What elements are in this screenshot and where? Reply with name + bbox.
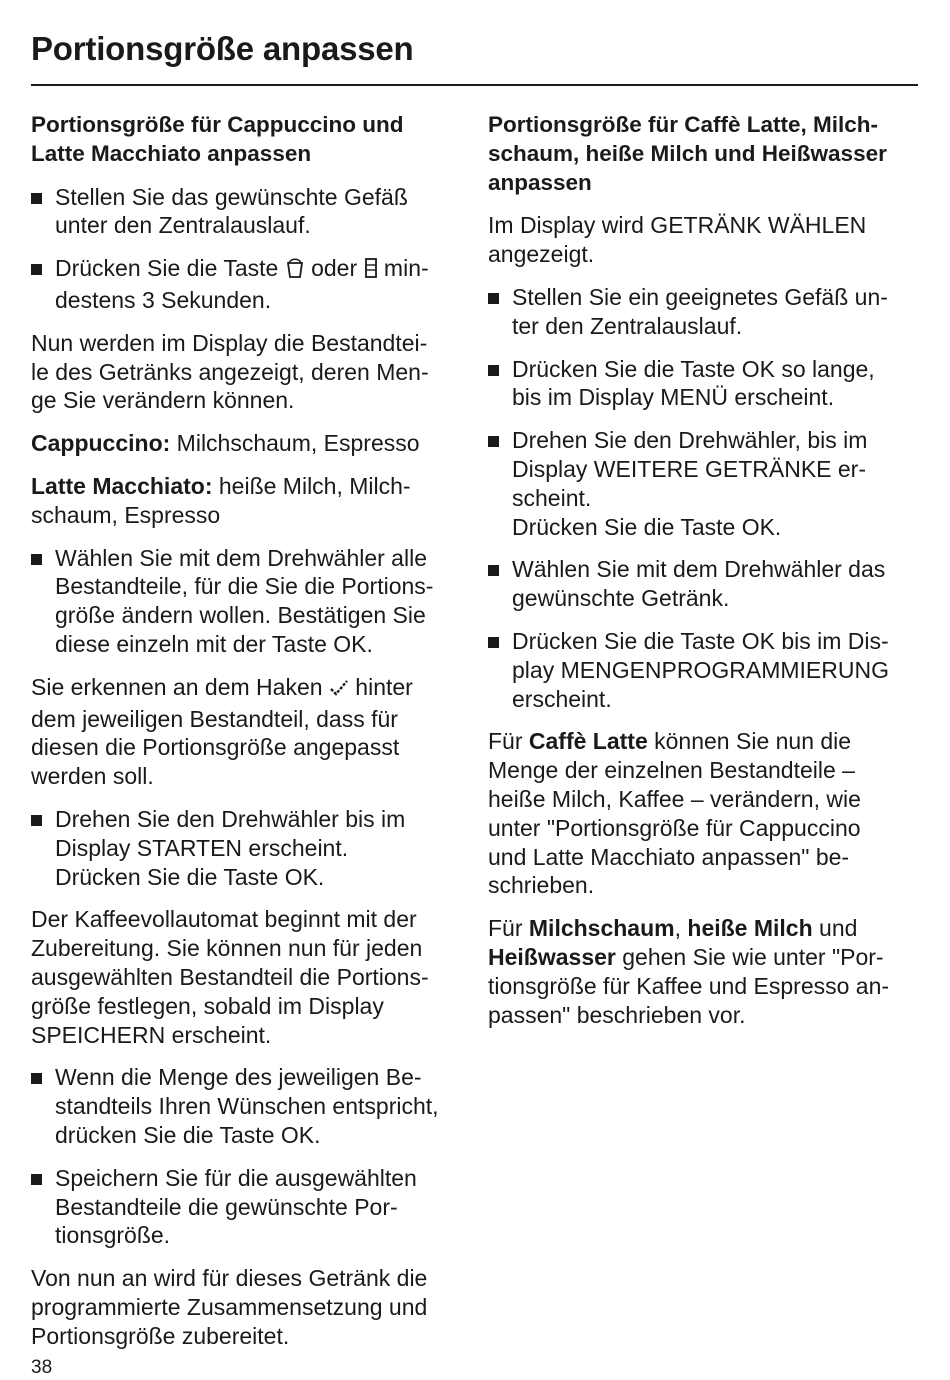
left-step-press-key: Drücken Sie die Taste oder min- destens 3 Sekunden. xyxy=(31,254,466,315)
left-step-confirm-amount: Wenn die Menge des jeweiligen Be- standteils Ihren Wünschen entspricht, drücken Sie die Taste OK. xyxy=(31,1063,466,1149)
bullet-square xyxy=(31,193,42,204)
page-title: Portionsgröße anpassen xyxy=(31,30,414,67)
left-paragraph-preparation: Der Kaffeevollautomat beginnt mit der Zubereitung. Sie können nun für jeden ausgewählten Bestandteil die Portions- größe festlegen, sobald im Display SPEICHERN erscheint. xyxy=(31,906,429,1048)
right-heading: Portionsgröße für Caffè Latte, Milch- schaum, heiße Milch und Heißwasser anpassen xyxy=(488,112,887,195)
right-column xyxy=(488,111,923,1043)
bullet-square xyxy=(31,264,42,275)
right-step-select-drink: Wählen Sie mit dem Drehwähler das gewünschte Getränk. xyxy=(488,555,923,613)
right-paragraph-caffe-latte: Für Caffè Latte können Sie nun die Menge der einzelnen Bestandteile – heiße Milch, Kaffee – verändern, wie unter "Portionsgröße für Cappuccino und Latte Macchiato anpassen" be- schrieben. xyxy=(488,728,861,899)
left-paragraph-cappuccino: Cappuccino: Milchschaum, Espresso xyxy=(31,430,420,457)
bullet-square xyxy=(488,436,499,447)
left-step-place-vessel: Stellen Sie das gewünschte Gefäß unter den Zentralauslauf. xyxy=(31,183,466,241)
right-step-menu: Drücken Sie die Taste OK so lange, bis im Display MENÜ erscheint. xyxy=(488,355,923,413)
bullet-square xyxy=(31,815,42,826)
bullet-square xyxy=(31,554,42,565)
title-rule xyxy=(31,84,918,86)
left-column xyxy=(31,111,466,1364)
left-heading: Portionsgröße für Cappuccino und Latte Macchiato anpassen xyxy=(31,112,404,166)
left-paragraph-latte-macchiato: Latte Macchiato: heiße Milch, Milch- schaum, Espresso xyxy=(31,472,411,528)
bullet-square xyxy=(31,1174,42,1185)
page-number: 38 xyxy=(31,1357,53,1378)
cappuccino-cup-icon xyxy=(285,257,305,286)
bullet-square xyxy=(488,365,499,376)
bullet-square xyxy=(488,565,499,576)
right-step-more-drinks: Drehen Sie den Drehwähler, bis im Display WEITERE GETRÄNKE er- scheint. Drücken Sie die Taste OK. xyxy=(488,426,923,541)
right-paragraph-display: Im Display wird GETRÄNK WÄHLEN angezeigt. xyxy=(488,212,867,268)
right-step-quantity-programming: Drücken Sie die Taste OK bis im Dis- play MENGENPROGRAMMIERUNG erscheint. xyxy=(488,627,923,713)
latte-glass-icon xyxy=(364,257,378,286)
left-step-save: Speichern Sie für die ausgewählten Bestandteile die gewünschte Por- tionsgröße. xyxy=(31,1164,466,1250)
bullet-square xyxy=(31,1073,42,1084)
left-paragraph-result: Von nun an wird für dieses Getränk die programmierte Zusammensetzung und Portionsgröße zubereitet. xyxy=(31,1265,428,1349)
check-mark-icon xyxy=(329,676,349,705)
left-paragraph-display-components: Nun werden im Display die Bestandtei- le des Getränks angezeigt, deren Men- ge Sie verändern können. xyxy=(31,329,429,414)
bullet-square xyxy=(488,293,499,304)
left-step-start: Drehen Sie den Drehwähler bis im Display STARTEN erscheint. Drücken Sie die Taste OK. xyxy=(31,805,466,891)
right-step-place-vessel: Stellen Sie ein geeignetes Gefäß un- ter den Zentralauslauf. xyxy=(488,283,923,341)
bullet-square xyxy=(488,637,499,648)
left-step-select-components: Wählen Sie mit dem Drehwähler alle Bestandteile, für die Sie die Portions- größe ändern wollen. Bestätigen Sie diese einzeln mit der Taste OK. xyxy=(31,544,466,659)
left-paragraph-check-mark: Sie erkennen an dem Haken hinter dem jeweiligen Bestandteil, dass für diesen die Portionsgröße angepasst werden soll. xyxy=(31,673,413,790)
right-paragraph-milk-water: Für Milchschaum, heiße Milch und Heißwasser gehen Sie wie unter "Por- tionsgröße für Kaffee und Espresso an- passen" beschrieben vor. xyxy=(488,915,890,1028)
